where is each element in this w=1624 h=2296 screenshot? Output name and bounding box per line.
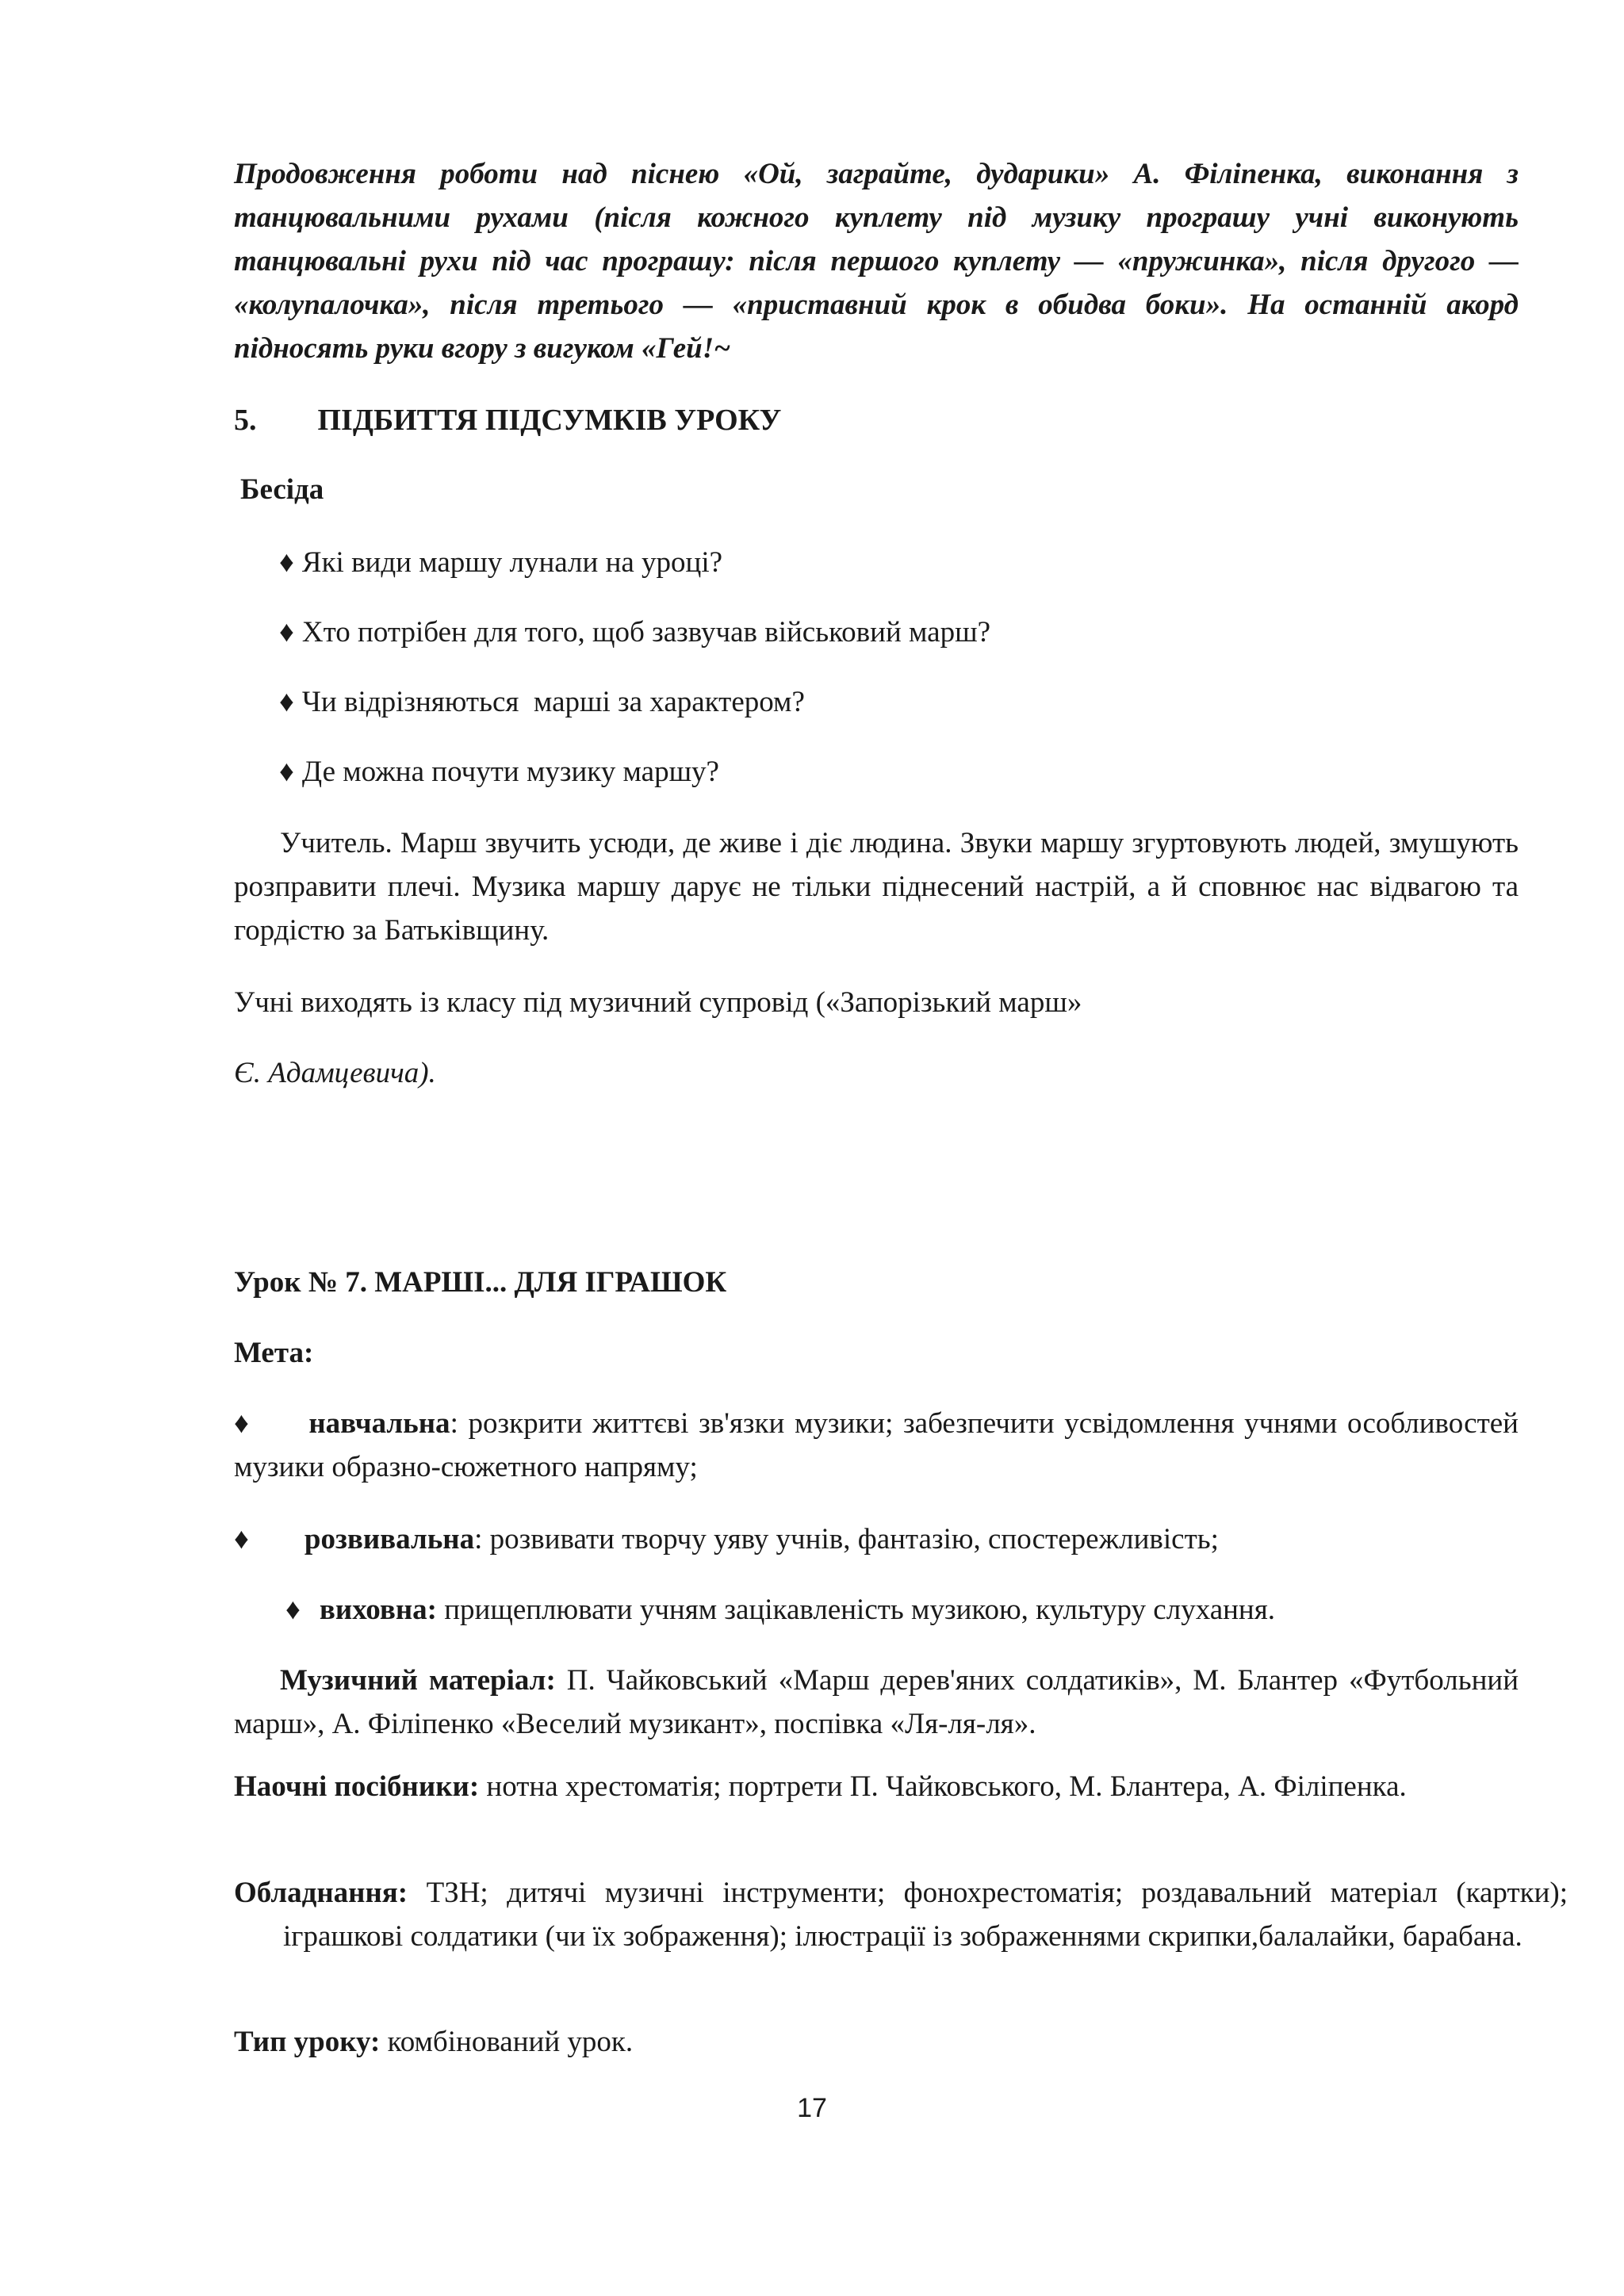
music-material-text: П. Чайковський «Марш дерев'яних солдатиків», М. Блантер «Футбольний марш», А. Філіпенко «Веселий музикант», поспівка «Ля-ля-ля».	[234, 1664, 1519, 1740]
question-item	[279, 680, 805, 724]
diamond-bullet-icon: ♦	[234, 1523, 249, 1556]
section-number: 5.	[234, 404, 257, 437]
goal-text-developmental: : розвивати творчу уяву учнів, фантазію, спостережливість;	[474, 1523, 1219, 1556]
lesson-type	[234, 2020, 1519, 2064]
intro-paragraph: Продовження роботи над піснею «Ой, заграйте, дударики» А. Філіпенка, виконання з танцювальними рухами (після кожного куплету під музику програшу учні виконують танцювальні рухи під час програшу: після першого куплету — «пружинка», після другого — «колупалочка», після третього — «приставний крок в обидва боки». На останній акорд підносять руки вгору з вигуком «Гей!~	[234, 158, 1519, 365]
visual-aids	[234, 1765, 1568, 1808]
diamond-bullet-icon: ♦	[234, 1407, 252, 1440]
lesson-7-title: Урок № 7. МАРШІ... ДЛЯ ІГРАШОК	[234, 1266, 727, 1299]
question-text: Які види маршу лунали на уроці?	[301, 546, 723, 579]
goal-label-educational: навчальна	[308, 1407, 450, 1440]
goal-developmental	[234, 1517, 1519, 1561]
section-title: ПІДБИТТЯ ПІДСУМКІВ УРОКУ	[317, 404, 782, 437]
goal-upbringing	[285, 1588, 1275, 1632]
visual-aids-text: нотна хрестоматія; портрети П. Чайковського, М. Блантера, А. Філіпенка.	[479, 1770, 1407, 1803]
goal-text-upbringing: прищеплювати учням зацікавленість музикою, культуру слухання.	[436, 1594, 1275, 1626]
goal-label: Мета:	[234, 1337, 314, 1369]
diamond-bullet-icon: ♦	[279, 546, 294, 579]
visual-aids-label: Наочні посібники:	[234, 1770, 480, 1803]
goal-educational	[234, 1402, 1519, 1489]
goal-label-upbringing: виховна:	[319, 1594, 437, 1626]
question-item	[279, 541, 722, 584]
teacher-paragraph: Учитель. Марш звучить усюди, де живе і діє людина. Звуки маршу згуртовують людей, змушують розправити плечі. Музика маршу дарує не тільки піднесений настрій, а й сповнює нас відвагою та гордістю за Батьківщину.	[234, 827, 1519, 947]
music-material	[234, 1659, 1519, 1746]
diamond-bullet-icon: ♦	[279, 756, 294, 788]
exit-paragraph: Учні виходять із класу під музичний супровід («Запорізький марш»	[234, 986, 1082, 1019]
question-text: Хто потрібен для того, щоб зазвучав військовий марш?	[301, 616, 990, 649]
conversation-subheading: Бесіда	[240, 473, 324, 506]
diamond-bullet-icon: ♦	[279, 616, 294, 649]
question-text: Чи відрізняються марші за характером?	[301, 686, 805, 718]
page-number: 17	[797, 2093, 827, 2123]
lesson-type-text: комбінований урок.	[380, 2026, 634, 2058]
diamond-bullet-icon: ♦	[279, 686, 294, 718]
question-item	[279, 750, 719, 794]
lesson-type-label: Тип уроку:	[234, 2026, 381, 2058]
equipment-text: ТЗН; дитячі музичні інструменти; фонохрестоматія; роздавальний матеріал (картки); іграшкові солдатики (чи їх зображення); ілюстрації із зображеннями скрипки,балалайки, барабана.	[283, 1877, 1568, 1953]
goal-text-educational: : розкрити життєві зв'язки музики; забезпечити усвідомлення учнями особливостей музики образно-сюжетного напряму;	[234, 1407, 1519, 1483]
section-5-heading	[234, 399, 1519, 442]
music-material-label: Музичний матеріал:	[280, 1664, 556, 1697]
equipment-label: Обладнання:	[234, 1877, 408, 1909]
exit-author: Є. Адамцевича).	[234, 1057, 436, 1089]
question-text: Де можна почути музику маршу?	[301, 756, 719, 788]
equipment	[234, 1871, 1568, 1958]
question-item	[279, 610, 990, 654]
goal-label-developmental: розвивальна	[304, 1523, 475, 1556]
diamond-bullet-icon: ♦	[285, 1594, 301, 1626]
